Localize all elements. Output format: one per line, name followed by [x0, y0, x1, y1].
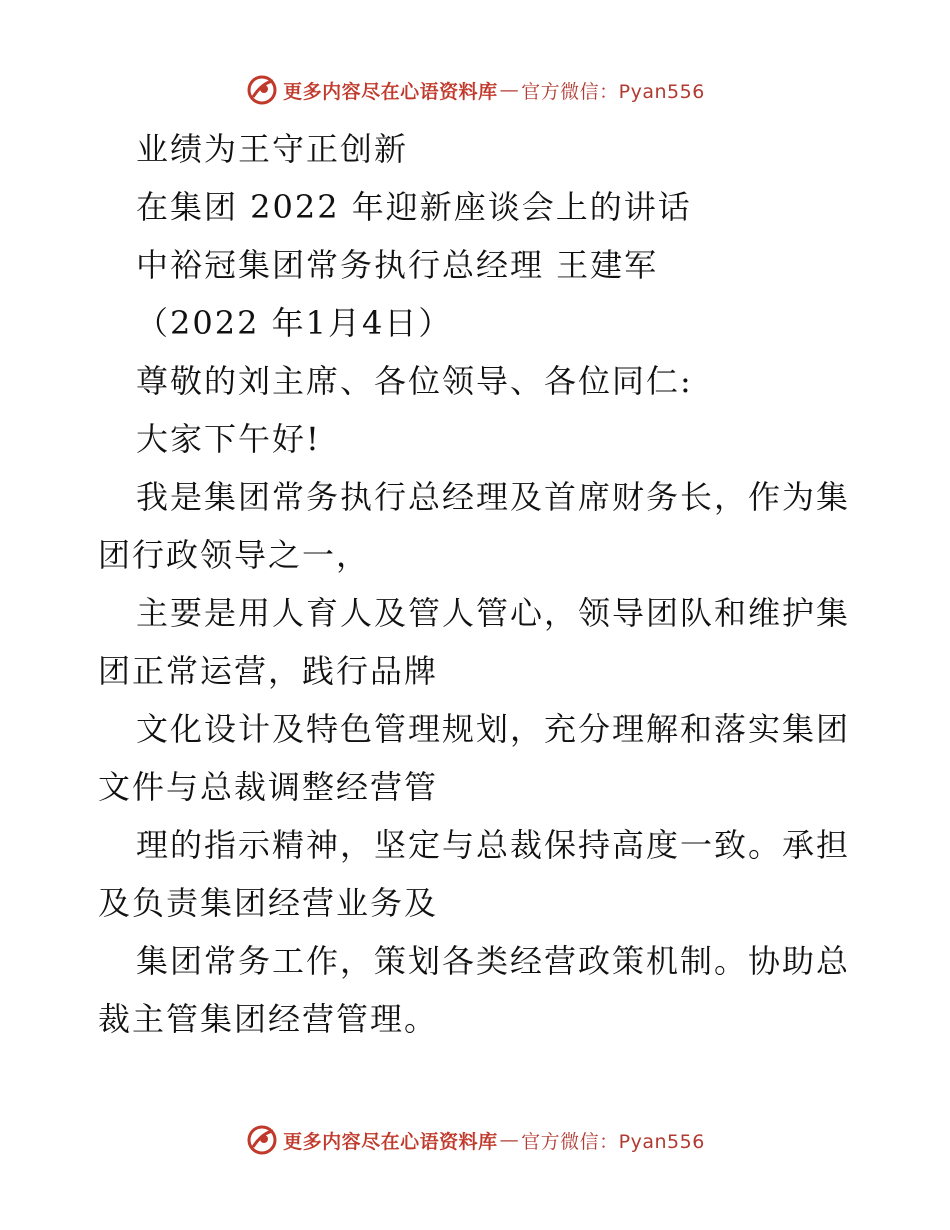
speech-date: （2022 年1月4日） — [136, 304, 453, 342]
paragraph-line: 及负责集团经营业务及 — [98, 884, 439, 922]
header-watermark-banner — [0, 72, 950, 108]
paragraph-line: 团正常运营，践行品牌 — [98, 652, 439, 690]
paragraph-line: 裁主管集团经营管理。 — [98, 1000, 439, 1038]
paragraph-line: 主要是用人育人及管人管心，领导团队和维护集 — [136, 594, 851, 632]
speech-title: 业绩为王守正创新 — [136, 130, 409, 168]
banner-wechat-text: 官方微信：Pyan556 — [521, 80, 705, 103]
banner-main-text: 更多内容尽在心语资料库 — [283, 1130, 498, 1153]
paragraph-line: 文化设计及特色管理规划，充分理解和落实集团 — [136, 710, 851, 748]
speaker-line: 中裕冠集团常务执行总经理 王建军 — [136, 246, 659, 284]
banner-dash: — — [499, 1129, 520, 1151]
salutation: 尊敬的刘主席、各位领导、各位同仁: — [136, 362, 693, 400]
paragraph-line: 文件与总裁调整经营管 — [98, 768, 439, 806]
paragraph-line: 集团常务工作，策划各类经营政策机制。协助总 — [136, 942, 851, 980]
paragraph-line: 理的指示精神，坚定与总裁保持高度一致。承担 — [136, 826, 851, 864]
brand-logo-icon — [245, 73, 279, 107]
speech-subtitle: 在集团 2022 年迎新座谈会上的讲话 — [136, 188, 692, 226]
paragraph-line: 团行政领导之一， — [98, 536, 371, 574]
brand-logo-icon — [245, 1123, 279, 1157]
banner-main-text: 更多内容尽在心语资料库 — [283, 80, 498, 103]
paragraph-line: 我是集团常务执行总经理及首席财务长，作为集 — [136, 478, 851, 516]
banner-dash: — — [499, 79, 520, 101]
footer-watermark-banner — [0, 1122, 950, 1158]
banner-wechat-text: 官方微信：Pyan556 — [521, 1130, 705, 1153]
greeting: 大家下午好! — [136, 420, 321, 458]
document-body — [98, 120, 858, 1048]
